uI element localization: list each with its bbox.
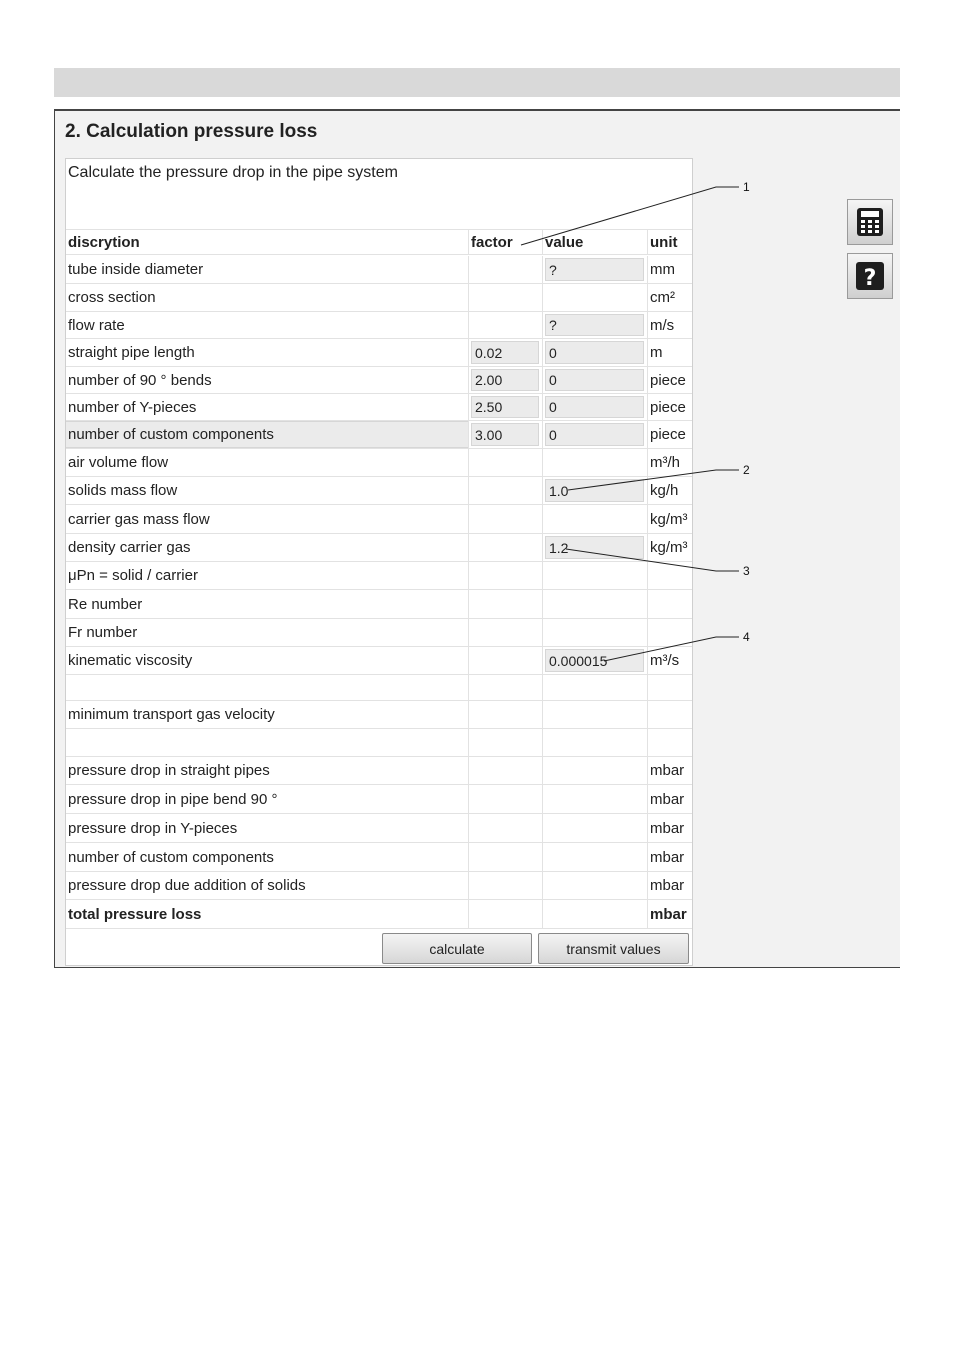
row-description: Fr number bbox=[68, 624, 138, 641]
row-description: carrier gas mass flow bbox=[68, 510, 210, 528]
row-description: flow rate bbox=[68, 316, 125, 334]
value-input[interactable]: 1.0 bbox=[545, 479, 644, 502]
row-description: pressure drop in Y-pieces bbox=[68, 819, 238, 837]
unit-label: kg/m³ bbox=[647, 534, 692, 561]
page-title: 2. Calculation pressure loss bbox=[65, 121, 318, 142]
row-description: straight pipe length bbox=[68, 344, 195, 361]
unit-label: piece bbox=[647, 394, 692, 420]
factor-input[interactable]: 2.00 bbox=[471, 369, 539, 391]
header-value: value bbox=[542, 230, 647, 254]
callout-line-3 bbox=[566, 549, 739, 571]
row-description: number of custom components bbox=[68, 848, 274, 866]
transmit-values-button[interactable]: transmit values bbox=[538, 933, 689, 964]
unit-label: m bbox=[647, 339, 692, 366]
row-description: minimum transport gas velocity bbox=[68, 706, 275, 723]
header-unit: unit bbox=[647, 230, 692, 254]
unit-label: mbar bbox=[647, 814, 692, 842]
unit-label: kg/h bbox=[647, 477, 692, 504]
row-description: density carrier gas bbox=[68, 539, 191, 556]
row-description: Re number bbox=[68, 595, 143, 613]
factor-input[interactable]: 2.50 bbox=[471, 396, 539, 418]
unit-label: piece bbox=[647, 367, 692, 393]
row-description: number of custom components bbox=[66, 421, 468, 448]
callout-line-1 bbox=[521, 187, 739, 245]
callout-line-4 bbox=[604, 637, 739, 661]
row-description: kinematic viscosity bbox=[68, 652, 193, 669]
value-input[interactable]: 0 bbox=[545, 396, 644, 418]
unit-label: mbar bbox=[647, 872, 692, 899]
row-description: solids mass flow bbox=[68, 482, 178, 499]
row-description: tube inside diameter bbox=[68, 261, 204, 278]
unit-label: cm² bbox=[647, 284, 692, 311]
unit-label: mbar bbox=[647, 843, 692, 871]
row-description: pressure drop in straight pipes bbox=[68, 762, 270, 779]
factor-input[interactable]: 0.02 bbox=[471, 341, 539, 364]
factor-input[interactable]: 3.00 bbox=[471, 423, 539, 446]
callout-3: 3 bbox=[743, 564, 750, 578]
row-description: air volume flow bbox=[68, 454, 169, 471]
row-description: total pressure loss bbox=[68, 905, 202, 923]
unit-label: piece bbox=[647, 421, 692, 448]
row-description: cross section bbox=[68, 289, 156, 306]
unit-label: mbar bbox=[647, 757, 692, 784]
calculate-button[interactable]: calculate bbox=[382, 933, 532, 964]
callout-2: 2 bbox=[743, 463, 750, 477]
callout-line-2 bbox=[568, 470, 739, 490]
row-description: number of 90 ° bends bbox=[68, 371, 212, 389]
row-description: pressure drop in pipe bend 90 ° bbox=[68, 790, 278, 808]
unit-label: m³/h bbox=[647, 449, 692, 476]
row-description: number of Y-pieces bbox=[68, 398, 197, 416]
unit-label: kg/m³ bbox=[647, 505, 692, 533]
unit-label: m³/s bbox=[647, 647, 692, 674]
value-input[interactable]: 0 bbox=[545, 369, 644, 391]
callout-1: 1 bbox=[743, 180, 750, 194]
callout-4: 4 bbox=[743, 630, 750, 644]
unit-label: mm bbox=[647, 256, 692, 283]
value-input[interactable]: 0.000015 bbox=[545, 649, 644, 672]
value-input[interactable]: 0 bbox=[545, 341, 644, 364]
row-description: μPn = solid / carrier bbox=[68, 567, 198, 584]
value-input[interactable]: 1.2 bbox=[545, 536, 644, 559]
header-factor: factor bbox=[468, 230, 542, 254]
intro-text: Calculate the pressure drop in the pipe system bbox=[68, 164, 398, 181]
row-description: pressure drop due addition of solids bbox=[68, 877, 306, 894]
value-input[interactable]: ? bbox=[545, 258, 644, 281]
svg-text:?: ? bbox=[863, 266, 877, 291]
unit-label: m/s bbox=[647, 312, 692, 338]
unit-label: mbar bbox=[647, 785, 692, 813]
value-input[interactable]: 0 bbox=[545, 423, 644, 446]
value-input[interactable]: ? bbox=[545, 314, 644, 336]
header-description: discrytion bbox=[68, 233, 140, 251]
unit-label: mbar bbox=[647, 900, 692, 928]
